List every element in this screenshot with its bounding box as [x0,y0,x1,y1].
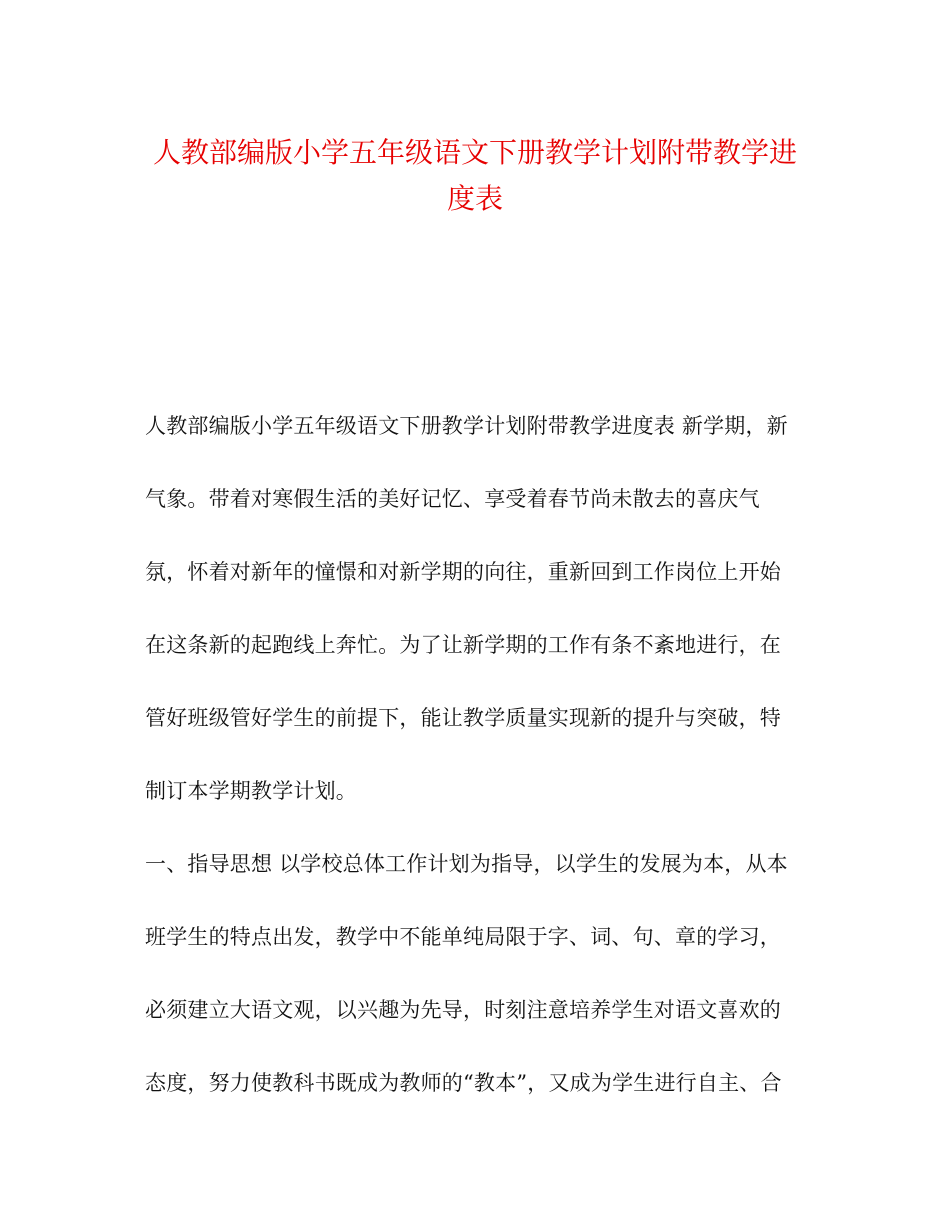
body-line: 氛，怀着对新年的憧憬和对新学期的向往，重新回到工作岗位上开始 [145,560,781,584]
body-line: 管好班级管好学生的前提下，能让教学质量实现新的提升与突破，特 [145,706,781,730]
body-line: 态度，努力使教科书既成为教师的“教本”，又成为学生进行自主、合 [145,1071,782,1095]
body-line: 人教部编版小学五年级语文下册教学计划附带教学进度表 新学期，新 [145,414,788,438]
body-line: 必须建立大语文观，以兴趣为先导，时刻注意培养学生对语文喜欢的 [145,998,781,1022]
body-line: 在这条新的起跑线上奔忙。为了让新学期的工作有条不紊地进行，在 [145,633,781,657]
body-line: 班学生的特点出发，教学中不能单纯局限于字、词、句、章的学习， [145,925,781,949]
body-line: 气象。带着对寒假生活的美好记忆、享受着春节尚未散去的喜庆气 [145,487,760,511]
document-body [145,402,805,1132]
body-line: 一、指导思想 以学校总体工作计划为指导，以学生的发展为本，从本 [145,852,788,876]
body-line: 制订本学期教学计划。 [145,779,357,803]
document-title: 人教部编版小学五年级语文下册教学计划附带教学进度表 [152,136,797,215]
